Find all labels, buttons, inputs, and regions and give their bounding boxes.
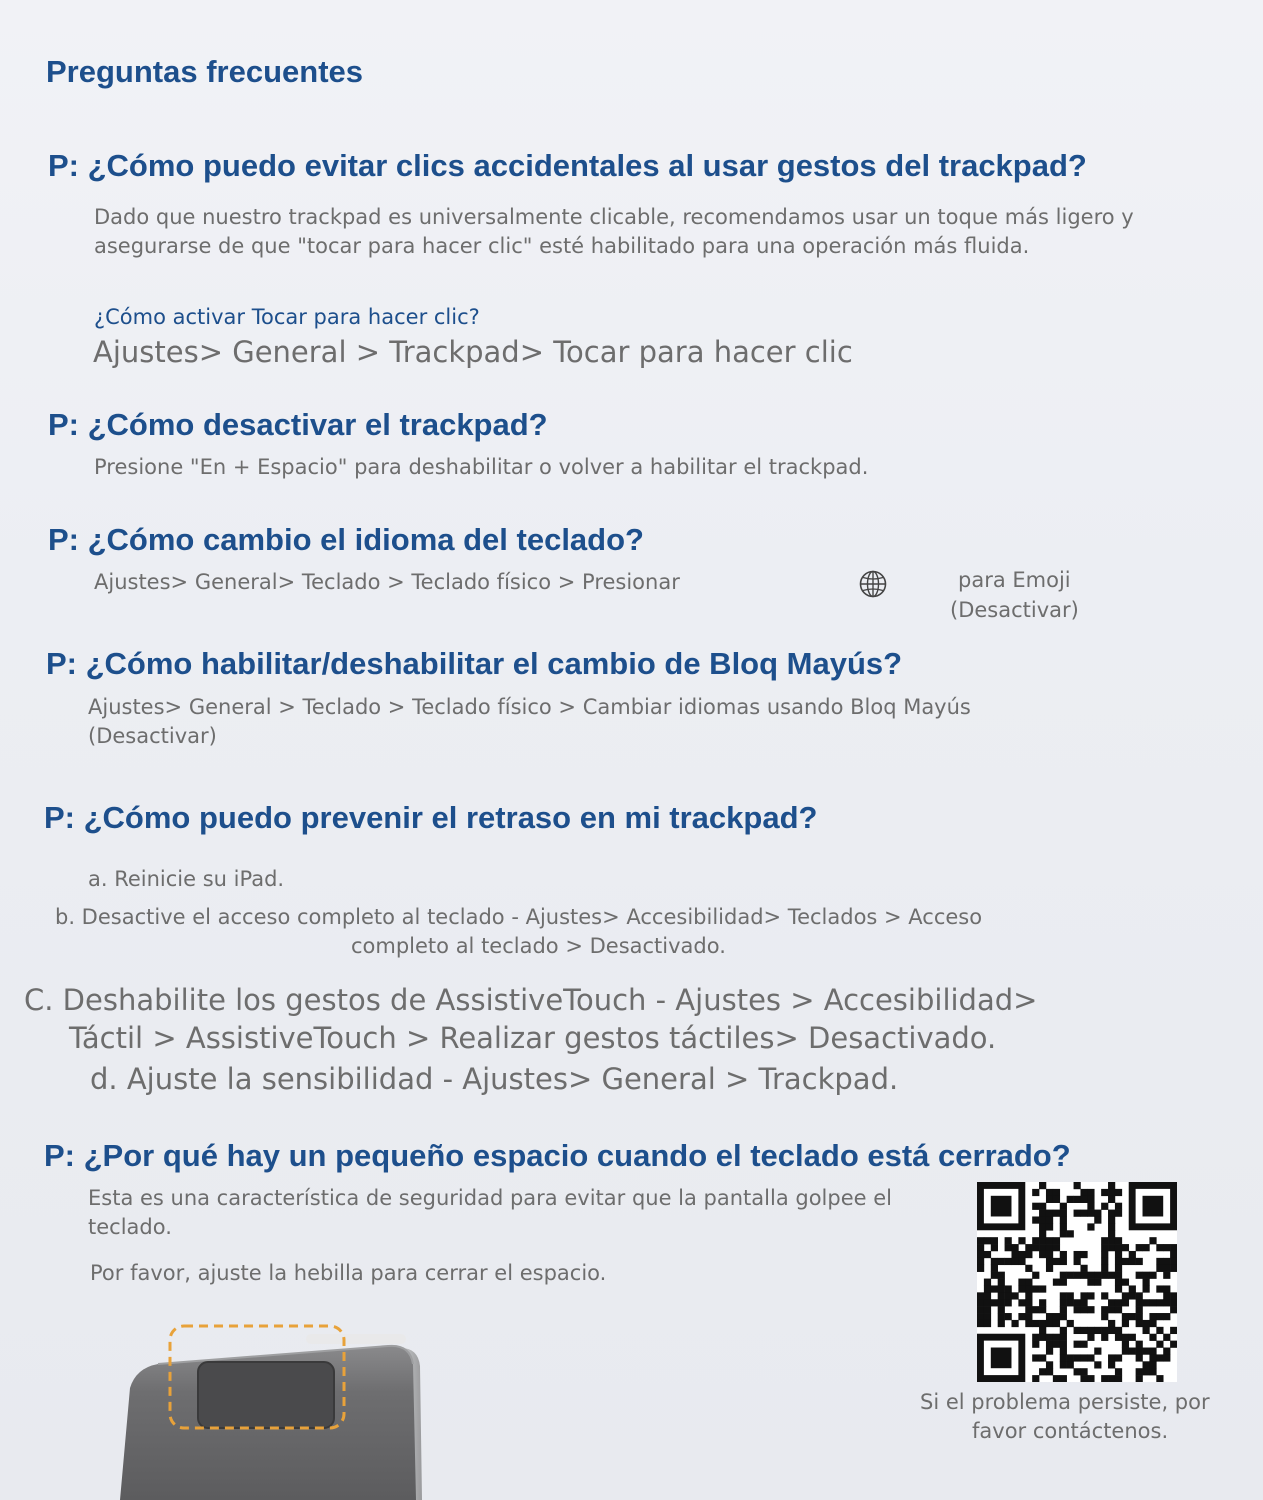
- faq-settings-path-1: Ajustes> General > Trackpad> Tocar para hacer clic: [93, 335, 853, 369]
- faq-question-4: P: ¿Cómo habilitar/deshabilitar el cambio de Bloq Mayús?: [46, 646, 903, 681]
- faq-answer-5-b-line-1: b. Desactive el acceso completo al teclado - Ajustes> Accesibilidad> Teclados > Acceso: [55, 905, 983, 929]
- faq-answer-4-line-2: (Desactivar): [88, 724, 217, 748]
- faq-answer-6-line-3: Por favor, ajuste la hebilla para cerrar el espacio.: [90, 1261, 607, 1285]
- contact-line-2: favor contáctenos.: [972, 1419, 1169, 1443]
- faq-answer-3-line-3: (Desactivar): [950, 598, 1079, 622]
- faq-answer-5-b-line-2: completo al teclado > Desactivado.: [351, 934, 726, 958]
- faq-answer-5-d: d. Ajuste la sensibilidad - Ajustes> General > Trackpad.: [90, 1062, 899, 1096]
- faq-answer-6-line-2: teclado.: [88, 1215, 172, 1239]
- faq-answer-5-c-line-2: Táctil > AssistiveTouch > Realizar gestos táctiles> Desactivado.: [69, 1021, 997, 1055]
- faq-answer-6-line-1: Esta es una característica de seguridad para evitar que la pantalla golpee el: [88, 1186, 892, 1210]
- faq-answer-2: Presione "En + Espacio" para deshabilitar o volver a habilitar el trackpad.: [94, 455, 869, 479]
- faq-question-1: P: ¿Cómo puedo evitar clics accidentales al usar gestos del trackpad?: [48, 148, 1087, 183]
- tablet-keyboard-case-photo: [118, 1318, 438, 1500]
- faq-answer-1-line-2: asegurarse de que "tocar para hacer clic" esté habilitado para una operación más fluida.: [94, 234, 1030, 258]
- faq-answer-4-line-1: Ajustes> General > Teclado > Teclado físico > Cambiar idiomas usando Bloq Mayús: [88, 695, 971, 719]
- page-title: Preguntas frecuentes: [46, 54, 363, 89]
- faq-answer-5-a: a. Reinicie su iPad.: [88, 867, 285, 891]
- faq-question-6: P: ¿Por qué hay un pequeño espacio cuando el teclado está cerrado?: [44, 1138, 1071, 1173]
- faq-answer-3-line-1: Ajustes> General> Teclado > Teclado físico > Presionar: [94, 570, 680, 594]
- faq-answer-1-line-1: Dado que nuestro trackpad es universalmente clicable, recomendamos usar un toque más ligero y: [94, 205, 1134, 229]
- faq-answer-5-c-line-1: C. Deshabilite los gestos de AssistiveTouch - Ajustes > Accesibilidad>: [24, 983, 1038, 1017]
- faq-subquestion-1: ¿Cómo activar Tocar para hacer clic?: [94, 305, 480, 329]
- faq-question-3: P: ¿Cómo cambio el idioma del teclado?: [48, 522, 644, 557]
- faq-question-2: P: ¿Cómo desactivar el trackpad?: [48, 407, 548, 442]
- faq-answer-3-line-2: para Emoji: [958, 568, 1071, 592]
- faq-question-5: P: ¿Cómo puedo prevenir el retraso en mi trackpad?: [44, 800, 818, 835]
- globe-icon: [858, 569, 888, 599]
- contact-line-1: Si el problema persiste, por: [920, 1390, 1210, 1414]
- qr-code: [977, 1182, 1177, 1382]
